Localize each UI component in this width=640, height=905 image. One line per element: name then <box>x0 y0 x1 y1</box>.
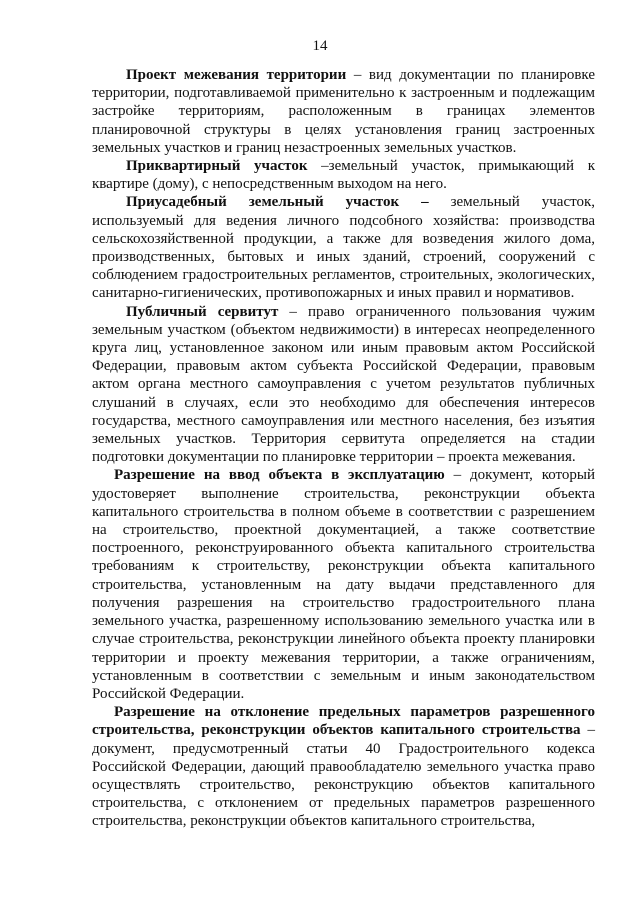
definition-deviation-permit: – документ, предусмотренный статьи 40 Градостроительного кодекса Российской Федерации, дающий правообладателю земельного участка право осуществлять строительство, реконструкцию объектов капитального строительства, с отклонением от предельных параметров разрешенного строительства, реконструкции объектов капитального строительства, <box>92 722 595 830</box>
paragraph-commissioning-permit <box>92 466 595 703</box>
paragraph-household-plot <box>92 193 595 302</box>
term-public-easement: Публичный сервитут <box>126 303 279 320</box>
page-content <box>92 66 595 831</box>
paragraph-boundary-survey-project <box>92 66 595 157</box>
paragraph-deviation-permit <box>92 703 595 830</box>
paragraph-public-easement <box>92 303 595 467</box>
definition-household-plot: земельный участок, используемый для ведения личного подсобного хозяйства: производства сельскохозяйственной продукции, а также для возведения жилого дома, производственных, бытовых и иных зданий, строений, сооружений с соблюдением градостроительных регламентов, строительных, экологических, санитарно-гигиенических, противопожарных и иных правил и нормативов. <box>92 194 595 302</box>
definition-boundary-survey-project: – вид документации по планировке территории, подготавливаемой применительно к застроенным и подлежащим застройке территориям, расположенным в границах элементов планировочной структуры в целях установления границ застроенных земельных участков и границ незастроенных земельных участков. <box>92 67 595 156</box>
term-commissioning-permit: Разрешение на ввод объекта в эксплуатацию <box>114 467 445 484</box>
definition-public-easement: – право ограниченного пользования чужим земельным участком (объектом недвижимости) в интересах неопределенного круга лиц, установленное законом или иным правовым актом Российской Федерации, правовым актом субъекта Российской Федерации, правовым актом органа местного самоуправления с учетом результатов публичных слушаний в случаях, если это необходимо для обеспечения интересов государства, местного самоуправления или местного населения, без изъятия земельных участков. Территория сервитута определяется на стадии подготовки документации по планировке территории – проекта межевания. <box>92 303 595 466</box>
paragraph-apartment-plot <box>92 157 595 193</box>
term-deviation-permit: Разрешение на отклонение предельных параметров разрешенного строительства, реконструкции объектов капитального строительства <box>92 704 595 739</box>
term-household-plot: Приусадебный земельный участок – <box>126 194 429 211</box>
term-boundary-survey-project: Проект межевания территории <box>126 67 347 83</box>
definition-apartment-plot: –земельный участок, примыкающий к квартире (дому), с непосредственным выходом на него. <box>92 158 595 193</box>
page-number: 14 <box>312 38 328 54</box>
definition-commissioning-permit: – документ, который удостоверяет выполнение строительства, реконструкции объекта капитального строительства в полном объеме в соответствии с разрешением на строительство, проектной документацией, а также соответствие построенного, реконструированного объекта капитального строительства требованиям к строительству, реконструкции объекта капитального строительства, установленным на дату выдачи представленного для получения разрешения на строительство градостроительного плана земельного участка, разрешенному использованию земельного участка или в случае строительства, реконструкции линейного объекта проекту планировки территории и проекту межевания территории, а также ограничениям, установленным в соответствии с земельным и иным законодательством Российской Федерации. <box>92 467 596 702</box>
term-apartment-plot: Приквартирный участок <box>126 158 308 175</box>
